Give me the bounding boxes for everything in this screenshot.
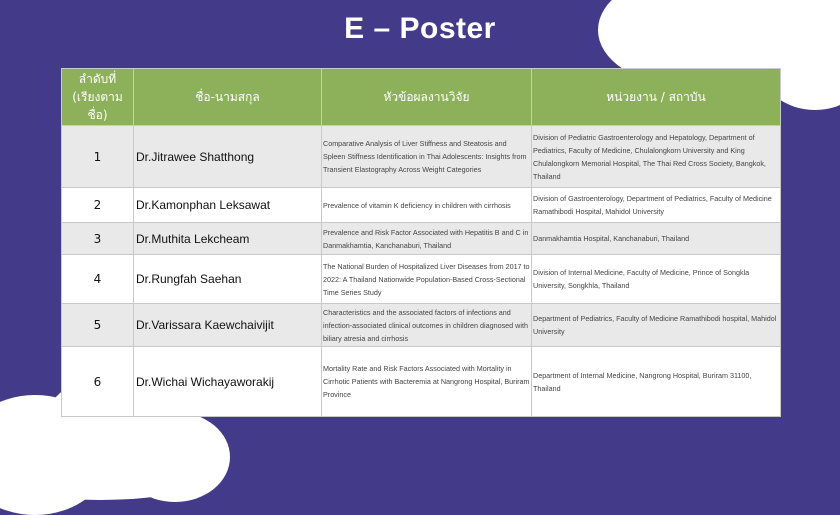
header-no: ลำดับที่ (เรียงตามชื่อ) [62,69,134,126]
row-name: Dr.Rungfah Saehan [134,255,322,304]
row-number: 6 [62,347,134,417]
row-name: Dr.Wichai Wichayaworakij [134,347,322,417]
row-number: 2 [62,188,134,223]
table-row [62,304,781,347]
table-row [62,255,781,304]
row-affiliation: Division of Pediatric Gastroenterology and Hepatology, Department of Pediatrics, Faculty of Medicine, Chulalongkorn University and King Chulalongkorn Memorial Hospital, The Thai Red Cross Society, Bangkok, Thailand [532,126,781,188]
row-topic: Comparative Analysis of Liver Stiffness and Steatosis and Spleen Stiffness Identification in Thai Adolescents: Insights from Transient Elastography Across Weight Categories [322,126,532,188]
row-topic: Prevalence and Risk Factor Associated with Hepatitis B and C in Danmakhamtia, Kanchanaburi, Thailand [322,223,532,255]
row-affiliation: Department of Pediatrics, Faculty of Medicine Ramathibodi hospital, Mahidol University [532,304,781,347]
row-affiliation: Division of Internal Medicine, Faculty of Medicine, Prince of Songkla University, Songkhla, Thailand [532,255,781,304]
table-row [62,347,781,417]
table-row [62,126,781,188]
row-name: Dr.Muthita Lekcheam [134,223,322,255]
row-number: 4 [62,255,134,304]
row-name: Dr.Varissara Kaewchaivijit [134,304,322,347]
page-title: E – Poster [344,12,496,45]
header-topic: หัวข้อผลงานวิจัย [322,69,532,126]
poster-table-container [61,68,780,417]
table-row [62,223,781,255]
row-number: 3 [62,223,134,255]
table-header-row [62,69,781,126]
row-topic: Characteristics and the associated factors of infections and infection-associated clinical outcomes in children diagnosed with biliary atresia and cirrhosis [322,304,532,347]
row-affiliation: Division of Gastroenterology, Department of Pediatrics, Faculty of Medicine Ramathibodi Hospital, Mahidol University [532,188,781,223]
row-topic: Mortality Rate and Risk Factors Associated with Mortality in Cirrhotic Patients with Bacteremia at Nangrong Hospital, Buriram Province [322,347,532,417]
header-name: ชื่อ-นามสกุล [134,69,322,126]
header-affiliation: หน่วยงาน / สถาบัน [532,69,781,126]
row-name: Dr.Jitrawee Shatthong [134,126,322,188]
row-number: 5 [62,304,134,347]
table-row [62,188,781,223]
row-name: Dr.Kamonphan Leksawat [134,188,322,223]
row-topic: The National Burden of Hospitalized Liver Diseases from 2017 to 2022: A Thailand Nationwide Population-Based Cross-Sectional Time Series Study [322,255,532,304]
row-affiliation: Danmakhamtia Hospital, Kanchanaburi, Thailand [532,223,781,255]
row-affiliation: Department of Internal Medicine, Nangrong Hospital, Buriram 31100, Thailand [532,347,781,417]
row-topic: Prevalence of vitamin K deficiency in children with cirrhosis [322,188,532,223]
row-number: 1 [62,126,134,188]
poster-table [61,68,781,417]
